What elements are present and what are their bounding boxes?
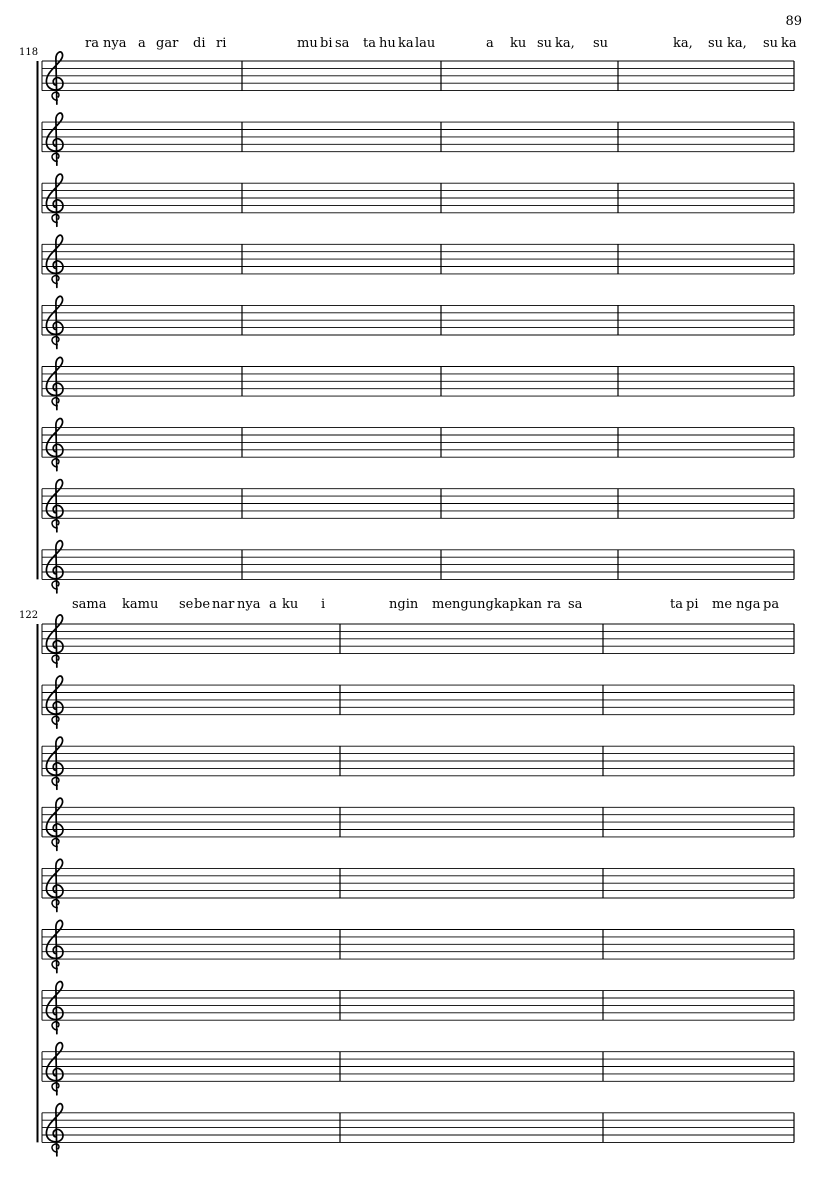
staff	[42, 859, 794, 911]
lyric-syllable: ka,	[727, 36, 747, 51]
lyric-syllable: di	[193, 36, 206, 51]
treble-clef-icon	[46, 615, 63, 667]
measure-number-system-1: 118	[19, 47, 39, 58]
treble-clef-icon	[46, 1043, 63, 1095]
treble-clef-icon	[46, 418, 63, 470]
treble-clef-icon	[46, 981, 63, 1033]
lyric-syllable: ta	[363, 36, 376, 51]
staff	[42, 1104, 794, 1156]
lyric-syllable: nya	[103, 36, 127, 51]
page-number: 89	[785, 14, 802, 29]
lyric-syllable: ku	[510, 36, 527, 51]
treble-clef-icon	[46, 235, 63, 287]
lyric-syllable: sa	[568, 597, 583, 612]
lyric-syllable: pi	[686, 597, 699, 612]
measure-number-system-2: 122	[19, 610, 39, 621]
staff	[42, 418, 794, 470]
treble-clef-icon	[46, 798, 63, 850]
lyric-syllable: a	[269, 597, 277, 612]
lyric-syllable: nya	[237, 597, 261, 612]
treble-clef-icon	[46, 737, 63, 789]
staff	[42, 113, 794, 165]
lyric-syllable: ra	[85, 36, 99, 51]
lyric-syllable: mu	[297, 36, 318, 51]
lyric-syllable: ra	[547, 597, 561, 612]
lyric-syllable: a	[486, 36, 494, 51]
staff	[42, 296, 794, 348]
treble-clef-icon	[46, 480, 63, 532]
staff	[42, 541, 794, 593]
staff	[42, 174, 794, 226]
treble-clef-icon	[46, 113, 63, 165]
lyric-syllable: kan	[518, 597, 543, 612]
lyric-syllable: ngung	[452, 597, 494, 612]
treble-clef-icon	[46, 541, 63, 593]
lyric-syllable: kap	[494, 597, 518, 612]
lyric-syllable: lau	[415, 36, 436, 51]
staff	[42, 798, 794, 850]
lyric-syllable: kamu	[122, 597, 159, 612]
staff	[42, 676, 794, 728]
treble-clef-icon	[46, 859, 63, 911]
lyric-syllable: a	[138, 36, 146, 51]
staff	[42, 1043, 794, 1095]
lyric-syllable: i	[321, 597, 326, 612]
lyric-syllable: ku	[282, 597, 299, 612]
lyric-syllable: bi	[320, 36, 333, 51]
lyric-syllable: ta	[670, 597, 683, 612]
lyric-syllable: pa	[763, 597, 780, 612]
staff	[42, 480, 794, 532]
lyric-syllable: nar	[212, 597, 235, 612]
lyric-syllable: su	[708, 36, 724, 51]
staff	[42, 357, 794, 409]
lyric-syllable: sama	[72, 597, 107, 612]
staff	[42, 981, 794, 1033]
lyric-syllable: me	[432, 597, 453, 612]
treble-clef-icon	[46, 676, 63, 728]
treble-clef-icon	[46, 52, 63, 104]
treble-clef-icon	[46, 357, 63, 409]
staff	[42, 737, 794, 789]
treble-clef-icon	[46, 174, 63, 226]
treble-clef-icon	[46, 920, 63, 972]
lyric-syllable: su	[763, 36, 779, 51]
treble-clef-icon	[46, 1104, 63, 1156]
lyric-syllable: ka	[398, 36, 414, 51]
lyric-syllable: hu	[379, 36, 396, 51]
lyric-syllable: be	[194, 597, 211, 612]
lyric-syllable: ri	[216, 36, 227, 51]
lyric-syllable: ka,	[673, 36, 693, 51]
lyric-syllable: ka,	[555, 36, 575, 51]
lyric-syllable: sa	[335, 36, 350, 51]
lyric-syllable: se	[179, 597, 194, 612]
lyric-syllable: ngin	[389, 597, 419, 612]
treble-clef-icon	[46, 296, 63, 348]
lyric-syllable: gar	[156, 36, 179, 51]
staff	[42, 235, 794, 287]
lyric-syllable: me	[712, 597, 733, 612]
system-1	[38, 52, 795, 593]
lyric-syllable: su	[537, 36, 553, 51]
staff	[42, 920, 794, 972]
staff	[42, 52, 794, 104]
lyric-syllable: su	[593, 36, 609, 51]
staff	[42, 615, 794, 667]
lyric-syllable: nga	[736, 597, 761, 612]
lyric-syllable: ka	[781, 36, 797, 51]
system-2	[38, 615, 795, 1156]
